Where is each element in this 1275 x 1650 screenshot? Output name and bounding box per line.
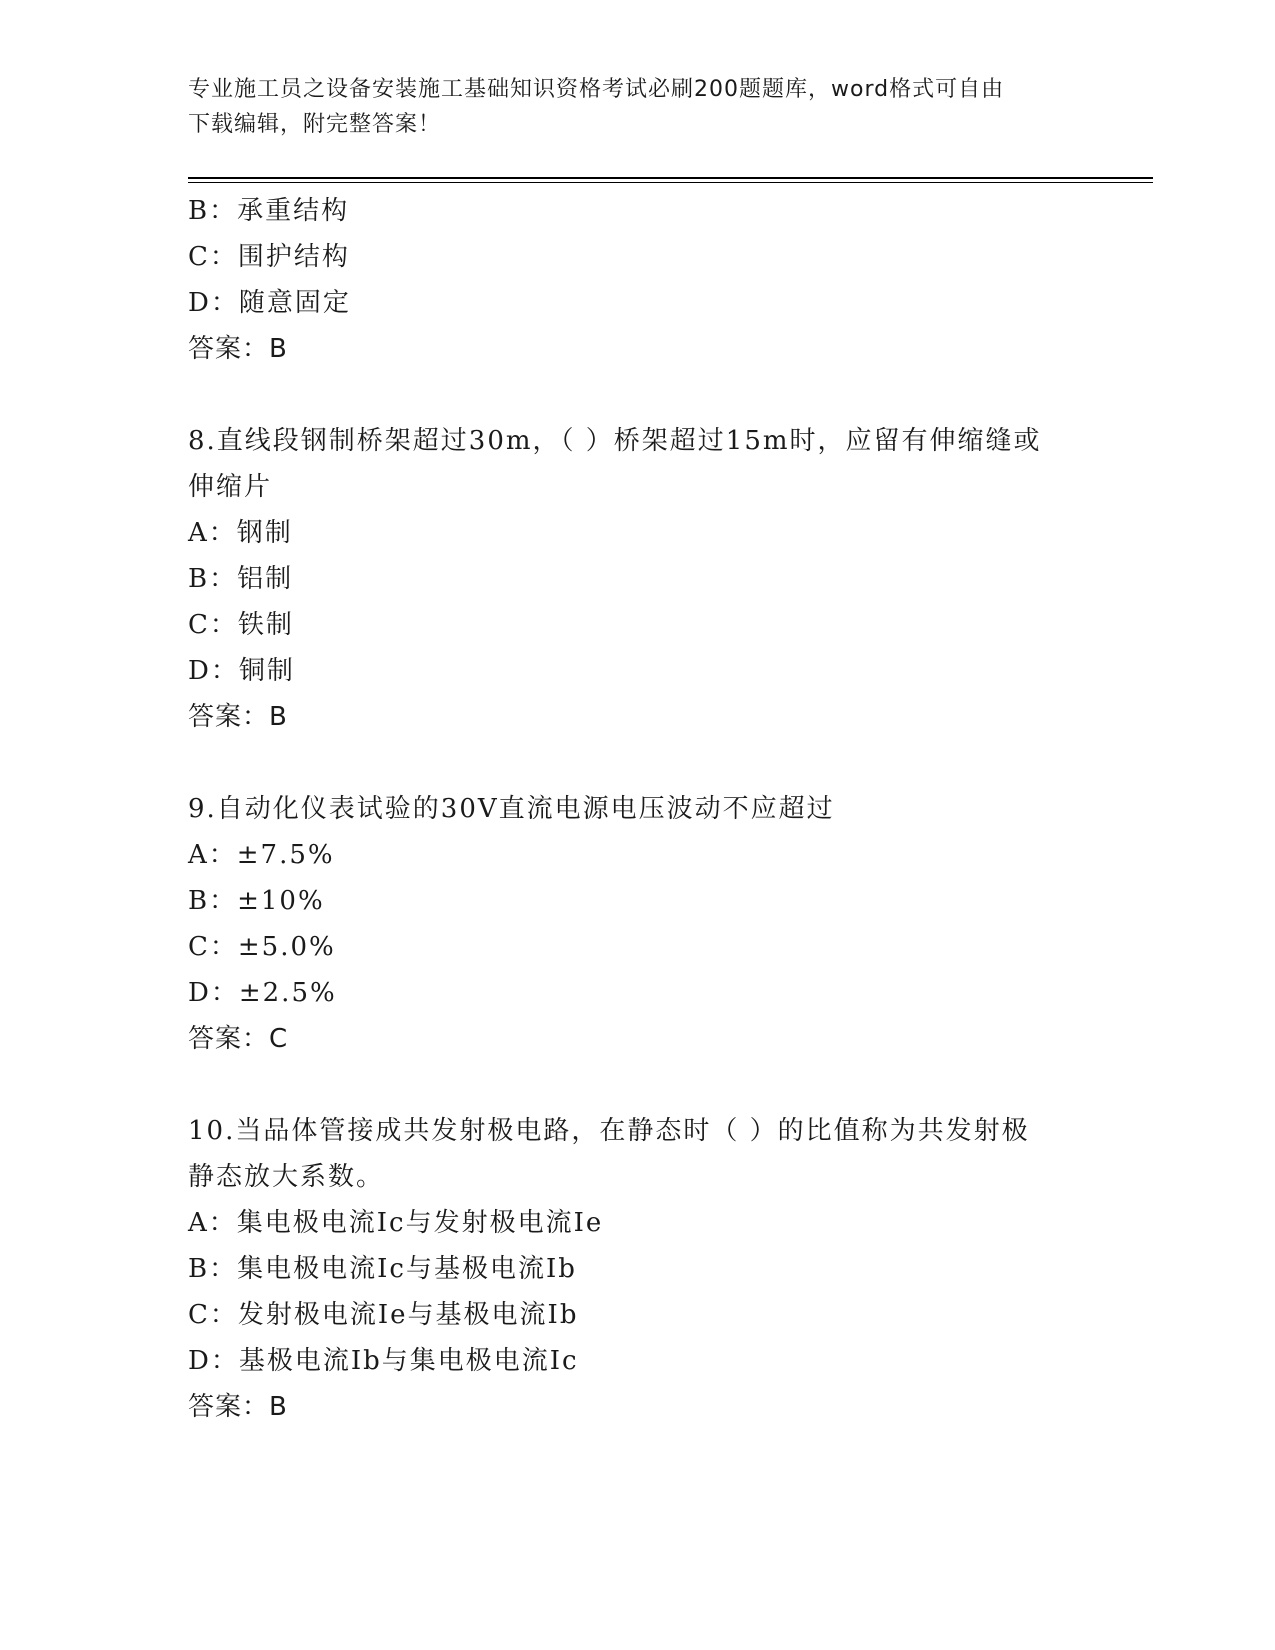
- option-b: B：±10%: [188, 886, 325, 916]
- option-c: C：发射极电流Ie与基极电流Ib: [188, 1300, 579, 1330]
- option-b: B：承重结构: [188, 196, 350, 226]
- question-stem-cont: 静态放大系数。: [188, 1162, 385, 1192]
- question-list: [188, 188, 1088, 1430]
- option-c: C：铁制: [188, 610, 294, 640]
- question-7-continued: [188, 188, 1088, 372]
- option-a: A：钢制: [188, 518, 293, 548]
- option-d: D：±2.5%: [188, 978, 337, 1008]
- header-rule-thin: [188, 182, 1153, 183]
- question-9: [188, 786, 1088, 1062]
- question-stem-cont: 伸缩片: [188, 472, 273, 502]
- header-line-2: 下载编辑，附完整答案！: [188, 112, 442, 137]
- document-header: [188, 72, 1068, 142]
- question-stem: 8.直线段钢制桥架超过30m，（ ）桥架超过15m时，应留有伸缩缝或: [188, 426, 1042, 456]
- question-stem: 10.当品体管接成共发射极电路，在静态时（ ）的比值称为共发射极: [188, 1116, 1030, 1146]
- option-a: A：±7.5%: [188, 840, 335, 870]
- question-8: [188, 418, 1088, 740]
- option-a: A：集电极电流Ic与发射极电流Ie: [188, 1208, 604, 1238]
- answer: 答案：C: [188, 1024, 289, 1054]
- question-10: [188, 1108, 1088, 1430]
- option-c: C：±5.0%: [188, 932, 336, 962]
- answer: 答案：B: [188, 334, 288, 364]
- header-line-1: 专业施工员之设备安装施工基础知识资格考试必刷200题题库，word格式可自由: [188, 77, 1005, 102]
- option-d: D：随意固定: [188, 288, 351, 318]
- option-d: D：基极电流Ib与集电极电流Ic: [188, 1346, 579, 1376]
- option-b: B：铝制: [188, 564, 294, 594]
- header-rule-thick: [188, 177, 1153, 179]
- option-c: C：围护结构: [188, 242, 350, 272]
- answer: 答案：B: [188, 702, 288, 732]
- answer: 答案：B: [188, 1392, 288, 1422]
- option-b: B：集电极电流Ic与基极电流Ib: [188, 1254, 577, 1284]
- option-d: D：铜制: [188, 656, 295, 686]
- question-stem: 9.自动化仪表试验的30V直流电源电压波动不应超过: [188, 794, 835, 824]
